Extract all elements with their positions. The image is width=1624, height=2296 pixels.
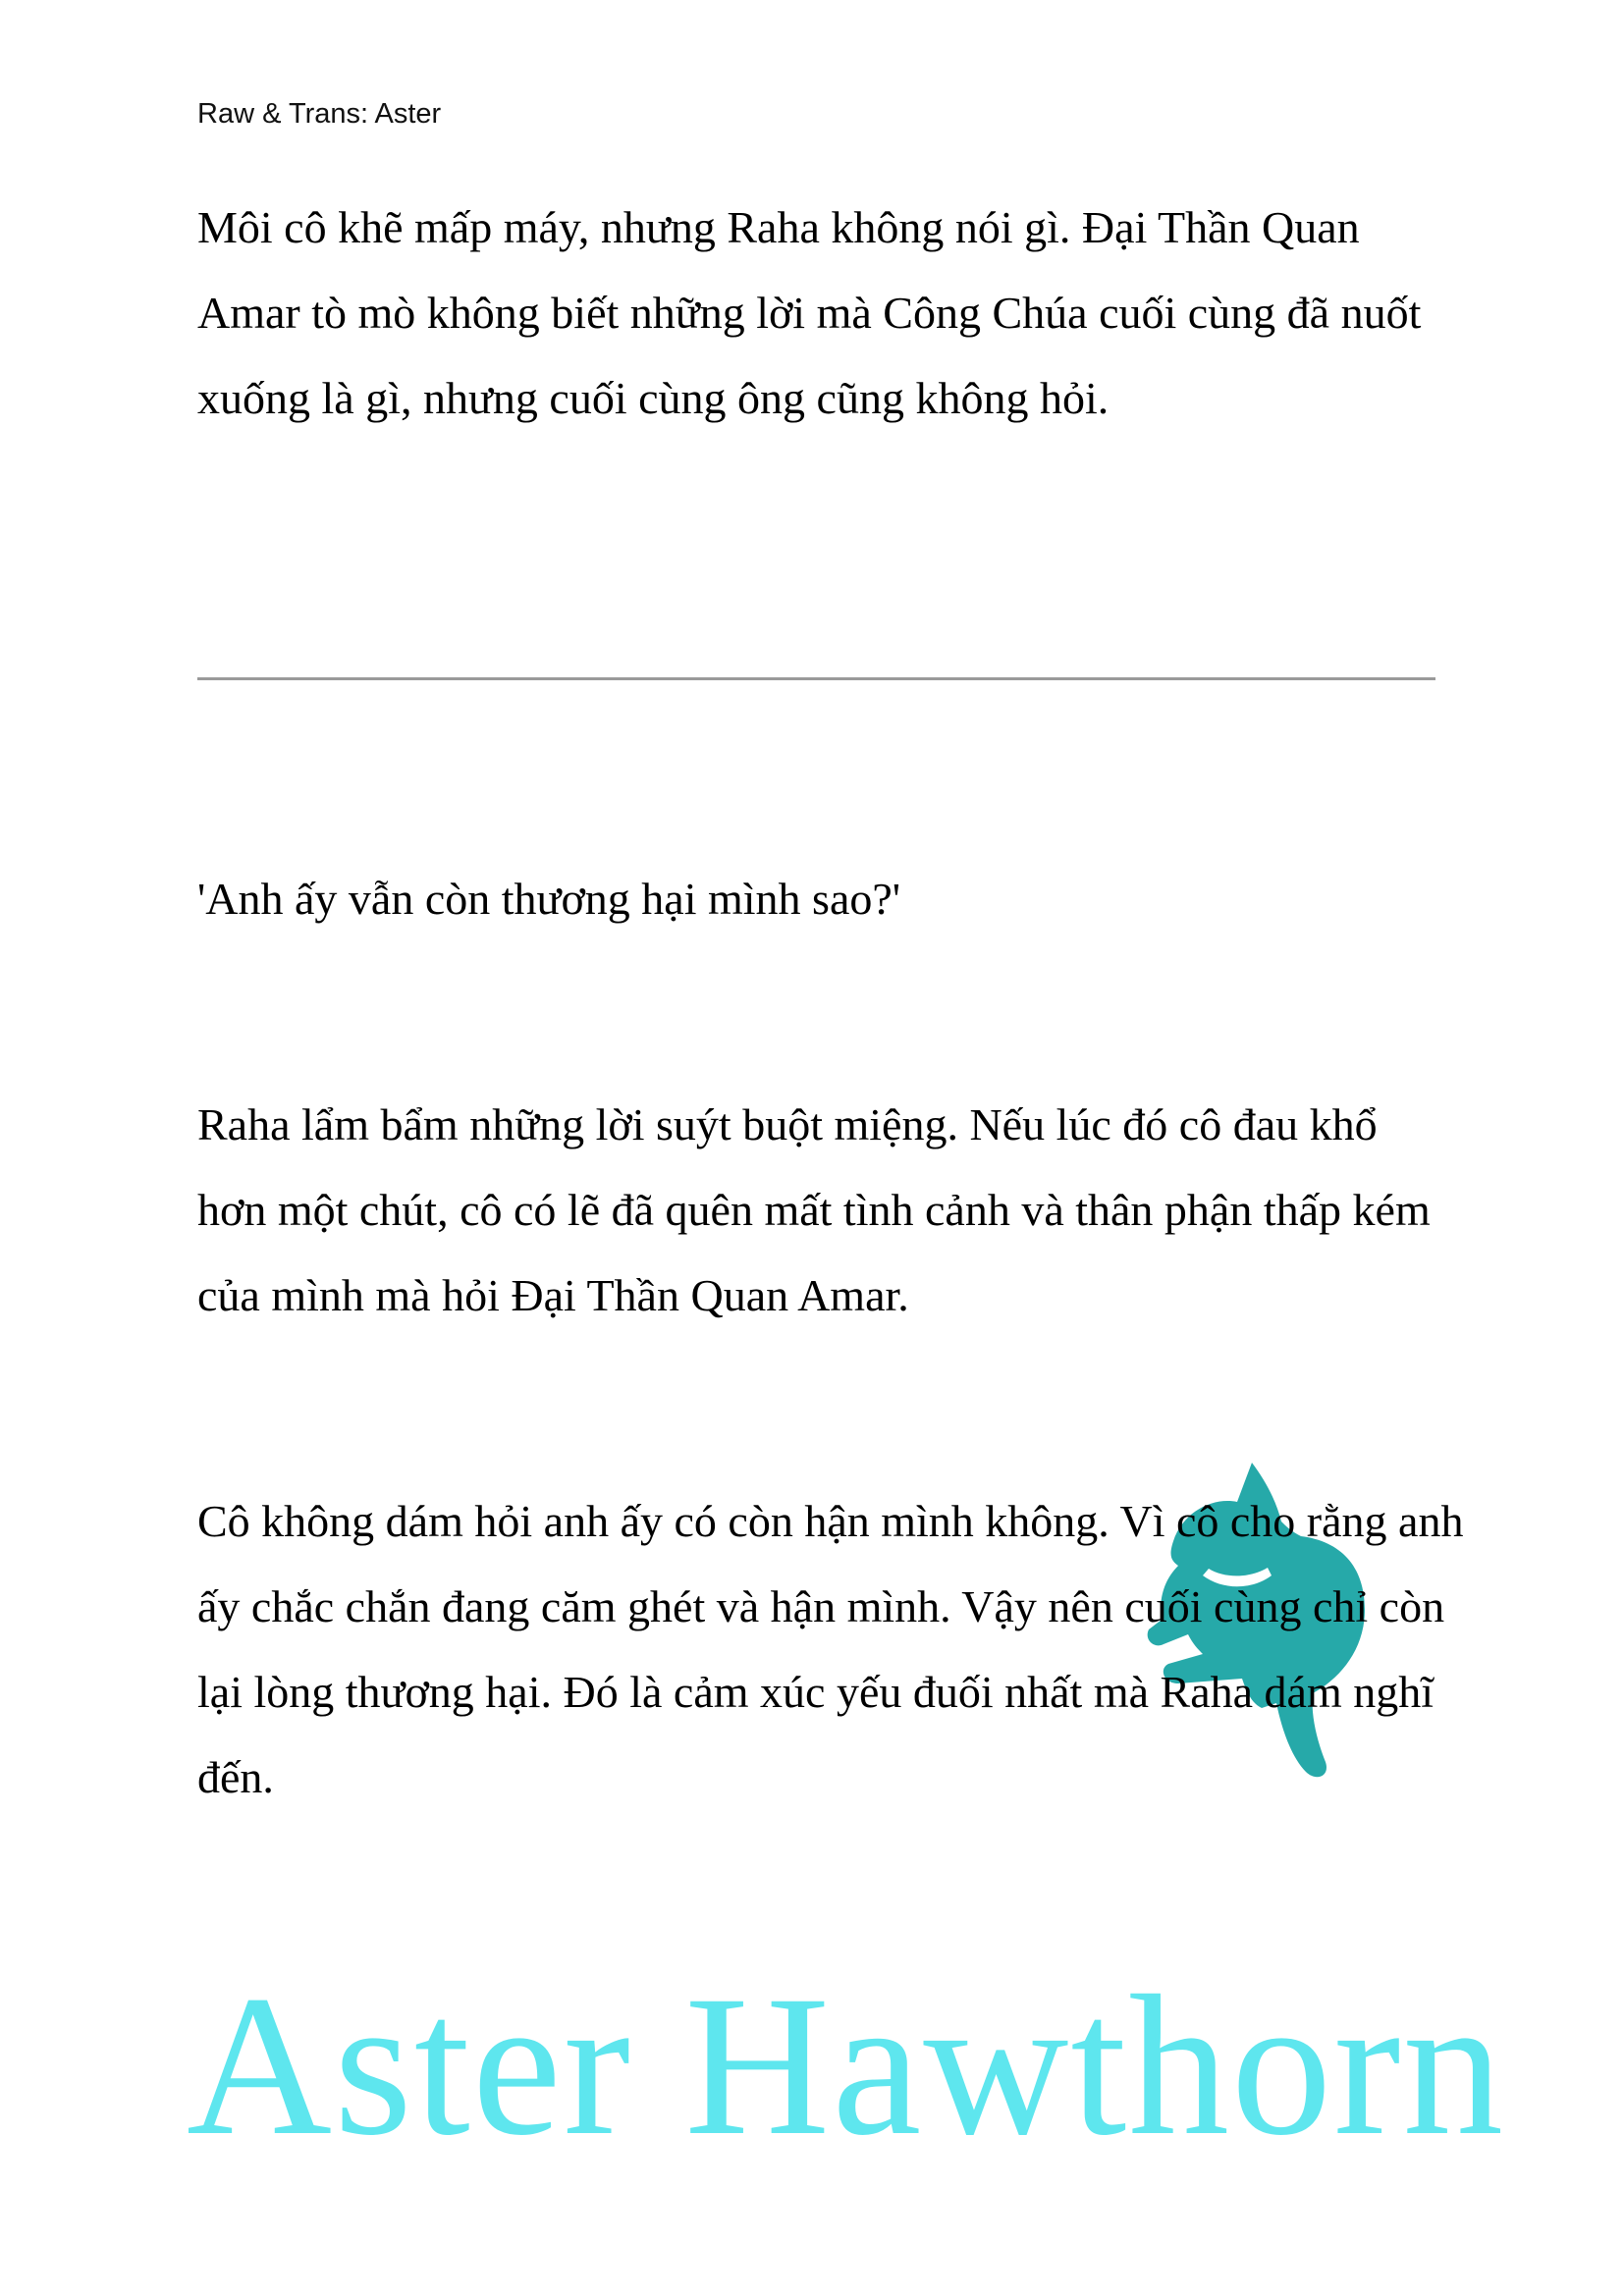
paragraph-3: Raha lẩm bẩm những lời suýt buột miệng. Nếu lúc đó cô đau khổ hơn một chút, cô có lẽ đã quên mất tình cảnh và thân phận thấp kém của mình mà hỏi Đại Thần Quan Amar. — [197, 1099, 1431, 1320]
paragraph-1: Môi cô khẽ mấp máy, nhưng Raha không nói gì. Đại Thần Quan Amar tò mò không biết những lời mà Công Chúa cuối cùng đã nuốt xuống là gì, nhưng cuối cùng ông cũng không hỏi. — [197, 202, 1422, 423]
page-header: Raw & Trans: Aster — [197, 98, 442, 130]
paragraph-2: 'Anh ấy vẫn còn thương hại mình sao?' — [197, 874, 901, 924]
divider — [197, 677, 1435, 680]
watermark: Aster Hawthorn — [187, 1954, 1506, 2177]
paragraph-4: Cô không dám hỏi anh ấy có còn hận mình không. Vì cô cho rằng anh ấy chắc chắn đang căm ghét và hận mình. Vậy nên cuối cùng chỉ còn lại lòng thương hại. Đó là cảm xúc yếu đuối nhất mà Raha dám nghĩ đến. — [197, 1496, 1464, 1802]
